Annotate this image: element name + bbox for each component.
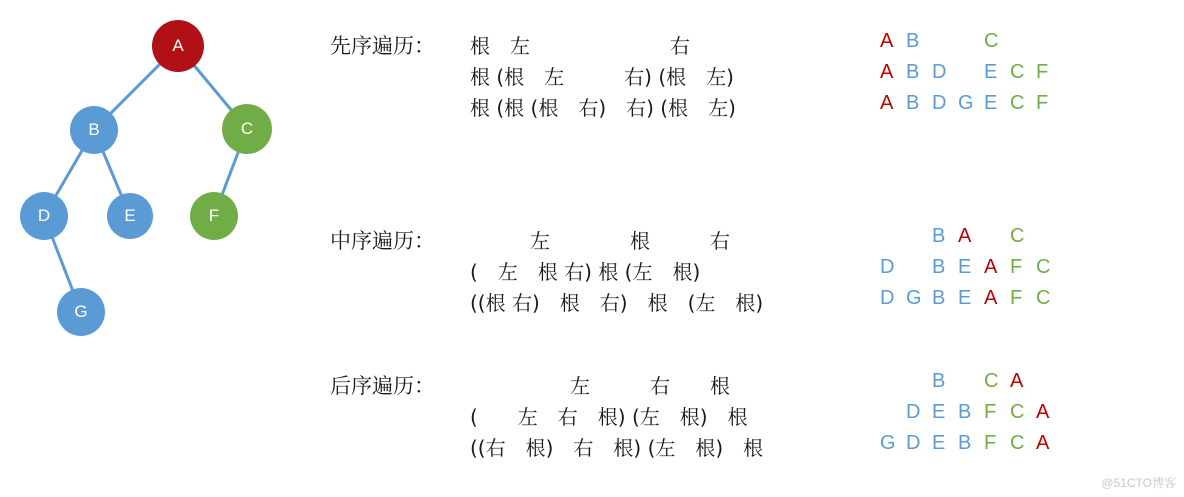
traversal-inorder-letter-row: [880, 256, 1062, 279]
traversal-letter: F: [1010, 287, 1023, 309]
traversal-letter: B: [958, 432, 972, 454]
traversal-letter: [958, 61, 984, 84]
traversal-letter: A: [958, 225, 972, 247]
traversal-letter: A: [1010, 370, 1024, 392]
traversal-letter: D: [932, 61, 947, 83]
traversal-postorder-letter-row: [880, 401, 1062, 424]
traversal-letter: A: [984, 287, 998, 309]
traversal-preorder-label: 先序遍历：: [330, 34, 435, 58]
traversal-letter: B: [932, 370, 946, 392]
watermark: @51CTO博客: [1101, 476, 1176, 490]
traversal-letter: [880, 401, 906, 424]
traversal-letter: D: [880, 256, 895, 278]
traversal-preorder-cn-row: 根 左 右: [470, 34, 690, 58]
traversal-letter: E: [984, 92, 998, 114]
tree-node-g: G: [57, 288, 105, 336]
traversal-letter: F: [984, 432, 997, 454]
traversal-letter: D: [906, 432, 921, 454]
tree-node-d: D: [20, 192, 68, 240]
traversal-letter: A: [984, 256, 998, 278]
traversal-inorder-letter-row: [880, 287, 1062, 310]
traversal-postorder-cn-row: 左 右 根: [470, 374, 730, 398]
traversal-letter: B: [958, 401, 972, 423]
traversal-letter: [958, 30, 984, 53]
traversal-preorder-letter-row: [880, 61, 1062, 84]
traversal-inorder-cn-row: ((根 右) 根 右) 根 (左 根): [470, 291, 764, 315]
traversal-letter: B: [906, 30, 920, 52]
traversal-letter: [906, 256, 932, 279]
traversal-inorder-cn-row: 左 根 右: [470, 229, 730, 253]
traversal-letter: A: [1036, 401, 1050, 423]
traversal-letter: G: [958, 92, 974, 114]
traversal-letter: D: [880, 287, 895, 309]
traversal-letter: G: [906, 287, 922, 309]
traversal-postorder-cn-row: ((右 根) 右 根) (左 根) 根: [470, 436, 764, 460]
traversal-letter: F: [1036, 92, 1049, 114]
traversal-letter: [958, 370, 984, 393]
traversal-letter: D: [906, 401, 921, 423]
traversal-letter: A: [880, 30, 894, 52]
traversal-letter: C: [1010, 92, 1025, 114]
traversal-postorder-letter-row: [880, 432, 1062, 455]
tree-node-e: E: [107, 193, 153, 239]
traversal-letter: G: [880, 432, 896, 454]
traversal-letter: E: [932, 432, 946, 454]
traversal-letter: F: [1010, 256, 1023, 278]
tree-node-b: B: [70, 106, 118, 154]
traversal-letter: C: [1010, 225, 1025, 247]
traversal-letter: [880, 225, 906, 248]
tree-node-c: C: [222, 104, 272, 154]
traversal-letter: [906, 225, 932, 248]
traversal-postorder-letter-row: [880, 370, 1036, 393]
traversal-letter: F: [984, 401, 997, 423]
tree-node-a: A: [152, 20, 204, 72]
traversal-letter: [984, 225, 1010, 248]
traversal-letter: B: [932, 256, 946, 278]
binary-tree: [0, 0, 320, 380]
traversal-letter: [932, 30, 958, 53]
traversal-letter: A: [1036, 432, 1050, 454]
traversal-inorder-cn-row: ( 左 根 右) 根 (左 根): [470, 260, 701, 284]
traversal-letter: C: [984, 370, 999, 392]
traversal-letter: C: [984, 30, 999, 52]
traversal-letter: [880, 370, 906, 393]
traversal-letter: F: [1036, 61, 1049, 83]
traversal-preorder-letter-row: [880, 92, 1062, 115]
traversal-letter: C: [1036, 287, 1051, 309]
traversal-letter: E: [958, 256, 972, 278]
traversal-letter: C: [1010, 401, 1025, 423]
traversal-letter: E: [932, 401, 946, 423]
traversal-letter: A: [880, 61, 894, 83]
traversal-letter: B: [906, 61, 920, 83]
traversal-letter: C: [1010, 432, 1025, 454]
traversal-inorder-label: 中序遍历：: [330, 229, 435, 253]
traversal-letter: B: [932, 225, 946, 247]
tree-node-f: F: [190, 192, 238, 240]
traversal-letter: A: [880, 92, 894, 114]
traversal-letter: C: [1010, 61, 1025, 83]
traversal-postorder-cn-row: ( 左 右 根) (左 根) 根: [470, 405, 748, 429]
traversal-postorder-label: 后序遍历：: [330, 374, 435, 398]
traversal-letter: C: [1036, 256, 1051, 278]
traversal-preorder-cn-row: 根 (根 (根 右) 右) (根 左): [470, 96, 736, 120]
traversal-letter: E: [958, 287, 972, 309]
traversal-letter: [906, 370, 932, 393]
traversal-letter: D: [932, 92, 947, 114]
traversal-preorder-letter-row: [880, 30, 1036, 53]
traversal-inorder-letter-row: [880, 225, 1036, 248]
traversal-letter: [1010, 30, 1036, 53]
traversal-letter: B: [906, 92, 920, 114]
traversal-letter: E: [984, 61, 998, 83]
traversal-letter: B: [932, 287, 946, 309]
traversal-preorder-cn-row: 根 (根 左 右) (根 左): [470, 65, 734, 89]
